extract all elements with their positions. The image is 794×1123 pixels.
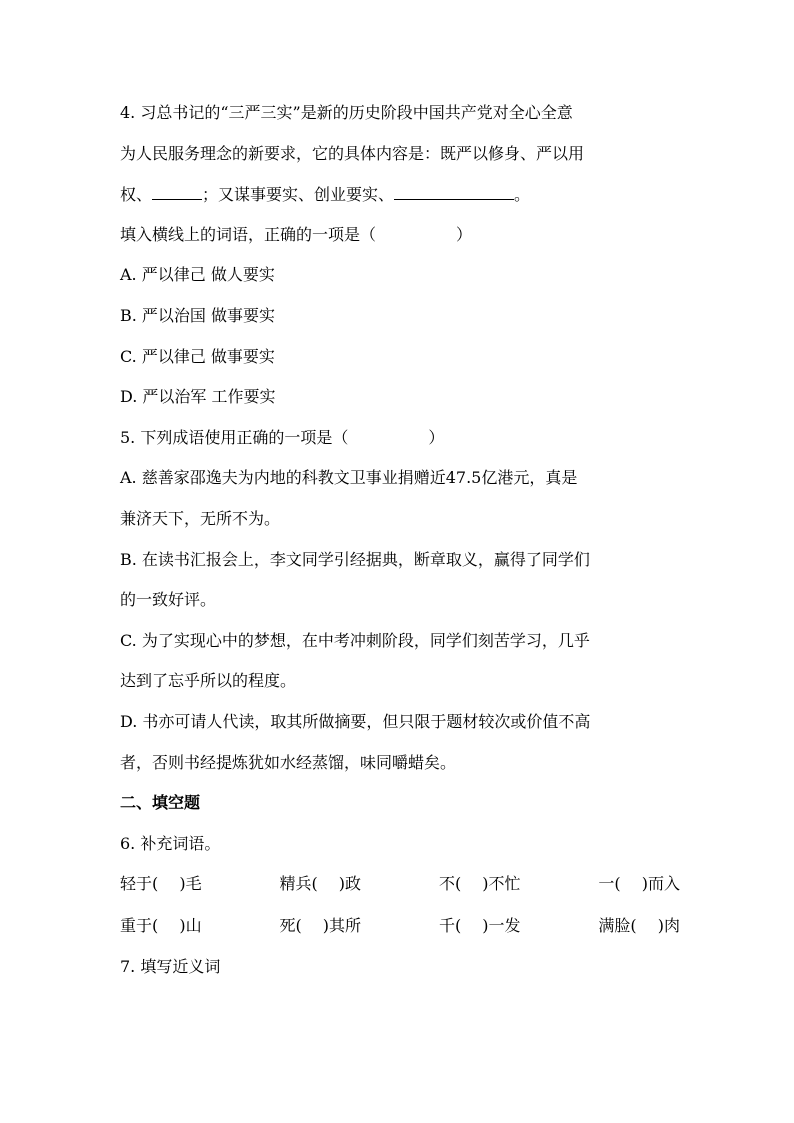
q6-idiom-8: 满脸( )肉 [598, 915, 680, 935]
q4-prompt-text: 填入横线上的词语，正确的一项是（ [120, 224, 377, 244]
q4-option-d: D. 严以治军 工作要实 [120, 387, 276, 407]
q6-idiom-1: 轻于( )毛 [120, 874, 202, 894]
q5-option-a-line-1: A. 慈善家邵逸夫为内地的科教文卫事业捐赠近47.5亿港元，真是 [120, 468, 578, 488]
q5-stem-text: 5. 下列成语使用正确的一项是（ [120, 427, 349, 447]
q6-idiom-5: 重于( )山 [120, 915, 202, 935]
q5-option-c-line-2: 达到了忘乎所以的程度。 [120, 671, 297, 691]
q4-prompt-close: ） [456, 224, 473, 244]
q6-idiom-4: 一( )而入 [598, 874, 680, 894]
q6-idiom-7: 千( )一发 [438, 915, 521, 935]
section-heading-fill-in: 二、填空题 [120, 793, 201, 813]
q4-blank-2 [394, 184, 514, 200]
q4-option-b: B. 严以治国 做事要实 [120, 305, 276, 325]
q6-idiom-2: 精兵( )政 [279, 874, 362, 894]
q5-option-a-line-2: 兼济天下，无所不为。 [120, 508, 281, 528]
q4-line-1: 4. 习总书记的“三严三实”是新的历史阶段中国共产党对全心全意 [120, 103, 573, 122]
q5-stem-close: ） [428, 427, 445, 447]
q5-option-b-line-1: B. 在读书汇报会上，李文同学引经据典，断章取义，赢得了同学们 [120, 549, 590, 569]
q4-line-3-end: 。 [514, 185, 531, 205]
q4-option-c: C. 严以律己 做事要实 [120, 346, 275, 366]
q4-line-2: 为人民服务理念的新要求，它的具体内容是：既严以修身、严以用 [120, 143, 585, 163]
q5-option-c-line-1: C. 为了实现心中的梦想，在中考冲刺阶段，同学们刻苦学习，几乎 [120, 630, 590, 650]
q5-option-b-line-2: 的一致好评。 [120, 590, 217, 610]
q4-line-3-middle: ；又谋事要实、创业要实、 [202, 185, 395, 205]
q4-line-3 [120, 184, 680, 204]
question-content [120, 103, 680, 997]
q4-option-a: A. 严以律己 做人要实 [120, 265, 275, 285]
q5-option-d-line-2: 者，否则书经提炼犹如水经蒸馏，味同嚼蜡矣。 [120, 752, 457, 772]
q7-title: 7. 填写近义词 [120, 956, 221, 976]
q6-idiom-3: 不( )不忙 [438, 874, 521, 894]
q5-option-d-line-1: D. 书亦可请人代读，取其所做摘要，但只限于题材较次或价值不高 [120, 711, 591, 731]
q4-prompt [120, 225, 680, 245]
q6-row-1 [120, 874, 680, 894]
q6-title: 6. 补充词语。 [120, 833, 221, 853]
q4-line-3-start: 权、 [120, 185, 153, 205]
q6-row-2 [120, 916, 680, 936]
q6-idiom-6: 死( )其所 [279, 915, 362, 935]
q5-stem [120, 428, 680, 448]
q4-blank-1 [152, 184, 202, 200]
